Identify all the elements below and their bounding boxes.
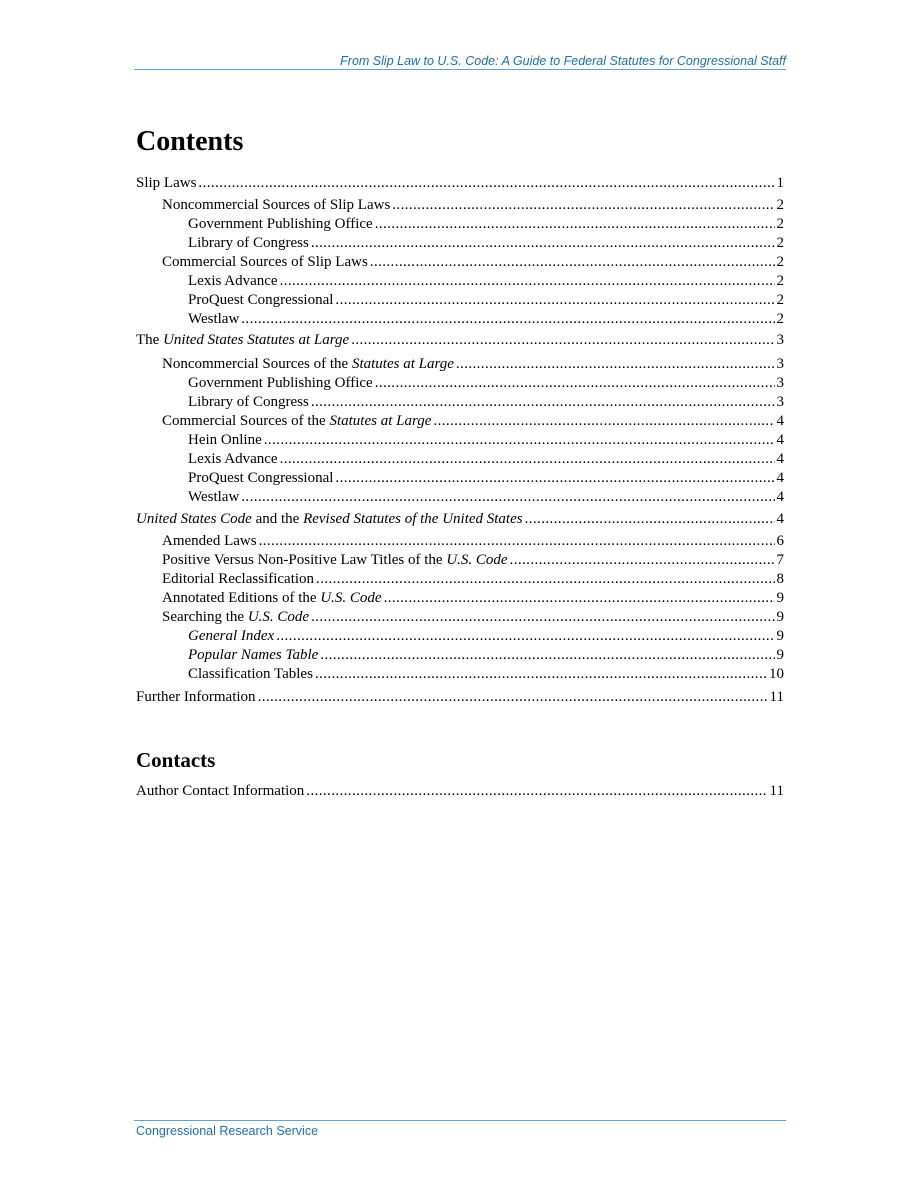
- toc-entry[interactable]: [136, 393, 784, 412]
- toc-dot-leader: [258, 688, 768, 707]
- toc-dot-leader: [525, 510, 775, 529]
- toc-dot-leader: [306, 782, 767, 801]
- toc-page-number: 3: [776, 332, 784, 348]
- toc-title-part: Annotated Editions of the: [162, 590, 321, 606]
- footer-divider: [134, 1120, 786, 1121]
- toc-dot-leader: [316, 570, 774, 589]
- toc-entry-title: [162, 355, 454, 374]
- toc-dot-leader: [375, 215, 775, 234]
- toc-entry-title: [188, 291, 333, 310]
- toc-entry[interactable]: [136, 532, 784, 551]
- toc-entry-title: [188, 627, 274, 646]
- toc-title-italic-part: U.S. Code: [446, 552, 508, 568]
- toc-entry[interactable]: [136, 374, 784, 393]
- toc-entry-title: [188, 374, 373, 393]
- toc-dot-leader: [456, 355, 775, 374]
- toc-page-number: 3: [776, 356, 784, 372]
- toc-page-number: 4: [776, 489, 784, 505]
- toc-dot-leader: [335, 469, 774, 488]
- toc-dot-leader: [280, 272, 775, 291]
- toc-entry-title: [162, 551, 508, 570]
- toc-page-number: 2: [776, 216, 784, 232]
- footer-organization: Congressional Research Service: [136, 1124, 319, 1138]
- toc-entry-title: [188, 665, 313, 684]
- toc-entry[interactable]: [136, 412, 784, 431]
- toc-entry-title: [162, 532, 257, 551]
- toc-entry[interactable]: [136, 310, 784, 329]
- toc-entry-title: [162, 589, 382, 608]
- toc-dot-leader: [351, 331, 774, 350]
- toc-page-number: 4: [776, 470, 784, 486]
- toc-title-part: Library of Congress: [188, 235, 309, 251]
- toc-entry-title: [136, 331, 349, 350]
- toc-page-number: 2: [776, 292, 784, 308]
- toc-entry[interactable]: [136, 627, 784, 646]
- toc-title-part: Searching the: [162, 609, 248, 625]
- toc-dot-leader: [392, 196, 774, 215]
- toc-entry[interactable]: [136, 331, 784, 350]
- toc-dot-leader: [198, 174, 774, 193]
- toc-entry[interactable]: [136, 488, 784, 507]
- toc-page-number: 4: [776, 451, 784, 467]
- toc-entry[interactable]: [136, 215, 784, 234]
- toc-entry-title: [162, 412, 431, 431]
- toc-title-part: Commercial Sources of the: [162, 413, 330, 429]
- toc-page-number: 6: [776, 533, 784, 549]
- toc-entry[interactable]: [136, 234, 784, 253]
- toc-dot-leader: [433, 412, 774, 431]
- toc-entry[interactable]: [136, 355, 784, 374]
- toc-dot-leader: [510, 551, 775, 570]
- contents-heading: Contents: [136, 126, 244, 157]
- toc-entry[interactable]: [136, 431, 784, 450]
- toc-entry[interactable]: [136, 608, 784, 627]
- toc-title-part: Editorial Reclassification: [162, 571, 315, 587]
- toc-title-italic-part: Revised Statutes of the United States: [303, 511, 523, 527]
- toc-title-part: ProQuest Congressional: [188, 292, 334, 308]
- toc-entry[interactable]: [136, 688, 784, 707]
- contacts-heading: Contacts: [136, 748, 216, 772]
- toc-entry-title: [136, 688, 256, 707]
- toc-title-part: Government Publishing Office: [188, 375, 373, 391]
- toc-dot-leader: [311, 608, 774, 627]
- toc-title-part: and the: [251, 511, 304, 527]
- toc-title-part: Lexis Advance: [188, 273, 278, 289]
- toc-entry-title: [188, 215, 373, 234]
- toc-title-italic-part: United States Statutes at Large: [163, 332, 350, 348]
- toc-entry-title: [188, 272, 278, 291]
- toc-page-number: 9: [776, 647, 784, 663]
- toc-entry[interactable]: [136, 646, 784, 665]
- toc-entry[interactable]: [136, 450, 784, 469]
- toc-title-italic-part: General Index: [188, 628, 275, 644]
- toc-title-part: Lexis Advance: [188, 451, 278, 467]
- toc-title-italic-part: Popular Names Table: [188, 647, 319, 663]
- toc-title-part: Classification Tables: [188, 666, 313, 682]
- toc-dot-leader: [315, 665, 767, 684]
- toc-dot-leader: [276, 627, 774, 646]
- toc-entry-title: [136, 510, 523, 529]
- toc-title-part: Commercial Sources of Slip Laws: [162, 254, 368, 270]
- toc-page-number: 3: [776, 375, 784, 391]
- toc-title-part: Noncommercial Sources of the: [162, 356, 352, 372]
- toc-entry[interactable]: [136, 196, 784, 215]
- toc-page-number: 4: [776, 432, 784, 448]
- toc-page-number: 9: [776, 609, 784, 625]
- toc-dot-leader: [375, 374, 775, 393]
- toc-entry[interactable]: [136, 510, 784, 529]
- toc-page-number: 4: [776, 511, 784, 527]
- toc-dot-leader: [311, 393, 775, 412]
- header-divider: [134, 69, 786, 70]
- toc-title-part: Westlaw: [188, 489, 240, 505]
- toc-entry-title: [188, 431, 262, 450]
- toc-entry[interactable]: [136, 272, 784, 291]
- toc-dot-leader: [335, 291, 774, 310]
- toc-page-number: 11: [769, 689, 784, 705]
- toc-page-number: 2: [776, 254, 784, 270]
- toc-title-part: Hein Online: [188, 432, 262, 448]
- toc-dot-leader: [384, 589, 775, 608]
- toc-entry-title: [188, 469, 333, 488]
- toc-title-part: Further Information: [136, 689, 256, 705]
- toc-page-number: 2: [776, 311, 784, 327]
- toc-dot-leader: [241, 310, 774, 329]
- toc-title-part: Amended Laws: [162, 533, 257, 549]
- toc-title-part: Slip Laws: [136, 175, 197, 191]
- toc-title-part: ProQuest Congressional: [188, 470, 334, 486]
- toc-title-italic-part: Statutes at Large: [329, 413, 432, 429]
- toc-dot-leader: [311, 234, 775, 253]
- toc-entry[interactable]: [136, 253, 784, 272]
- toc-page-number: 9: [776, 628, 784, 644]
- toc-title-italic-part: U.S. Code: [320, 590, 382, 606]
- toc-page-number: 1: [776, 175, 784, 191]
- toc-entry[interactable]: [136, 570, 784, 589]
- toc-title-part: Noncommercial Sources of Slip Laws: [162, 197, 391, 213]
- toc-entry-title: [188, 393, 309, 412]
- toc-title-part: Author Contact Information: [136, 783, 305, 799]
- toc-entry[interactable]: [136, 589, 784, 608]
- toc-page-number: 4: [776, 413, 784, 429]
- toc-title-part: Positive Versus Non-Positive Law Titles of the: [162, 552, 447, 568]
- toc-entry-title: [162, 253, 368, 272]
- toc-entry-title: [188, 646, 318, 665]
- toc-page-number: 2: [776, 273, 784, 289]
- toc-page-number: 11: [769, 783, 784, 799]
- running-header: From Slip Law to U.S. Code: A Guide to Federal Statutes for Congressional Staff: [340, 54, 786, 68]
- toc-entry-title: [162, 608, 309, 627]
- toc-entry-title: [188, 450, 278, 469]
- toc-entry-title: [188, 488, 239, 507]
- toc-entry[interactable]: [136, 782, 784, 801]
- toc-entry[interactable]: [136, 551, 784, 570]
- toc-entry[interactable]: [136, 291, 784, 310]
- toc-page-number: 2: [776, 235, 784, 251]
- toc-dot-leader: [241, 488, 774, 507]
- toc-page-number: 7: [776, 552, 784, 568]
- toc-page-number: 2: [776, 197, 784, 213]
- toc-title-italic-part: United States Code: [136, 511, 252, 527]
- toc-title-italic-part: Statutes at Large: [351, 356, 454, 372]
- toc-title-italic-part: U.S. Code: [247, 609, 310, 625]
- toc-title-part: Government Publishing Office: [188, 216, 373, 232]
- toc-entry[interactable]: [136, 174, 784, 193]
- toc-entry-title: [188, 234, 309, 253]
- toc-entry[interactable]: [136, 665, 784, 684]
- toc-title-part: Library of Congress: [188, 394, 309, 410]
- toc-entry-title: [188, 310, 239, 329]
- toc-dot-leader: [320, 646, 774, 665]
- toc-page-number: 10: [769, 666, 784, 682]
- toc-entry-title: [162, 196, 390, 215]
- toc-dot-leader: [280, 450, 775, 469]
- toc-dot-leader: [370, 253, 775, 272]
- toc-dot-leader: [264, 431, 775, 450]
- toc-entry-title: [136, 782, 304, 801]
- toc-entry-title: [162, 570, 314, 589]
- toc-dot-leader: [259, 532, 775, 551]
- toc-page-number: 8: [776, 571, 784, 587]
- toc-title-part: Westlaw: [188, 311, 240, 327]
- toc-page-number: 9: [776, 590, 784, 606]
- toc-page-number: 3: [776, 394, 784, 410]
- toc-title-part: The: [136, 332, 164, 348]
- toc-entry[interactable]: [136, 469, 784, 488]
- toc-entry-title: [136, 174, 196, 193]
